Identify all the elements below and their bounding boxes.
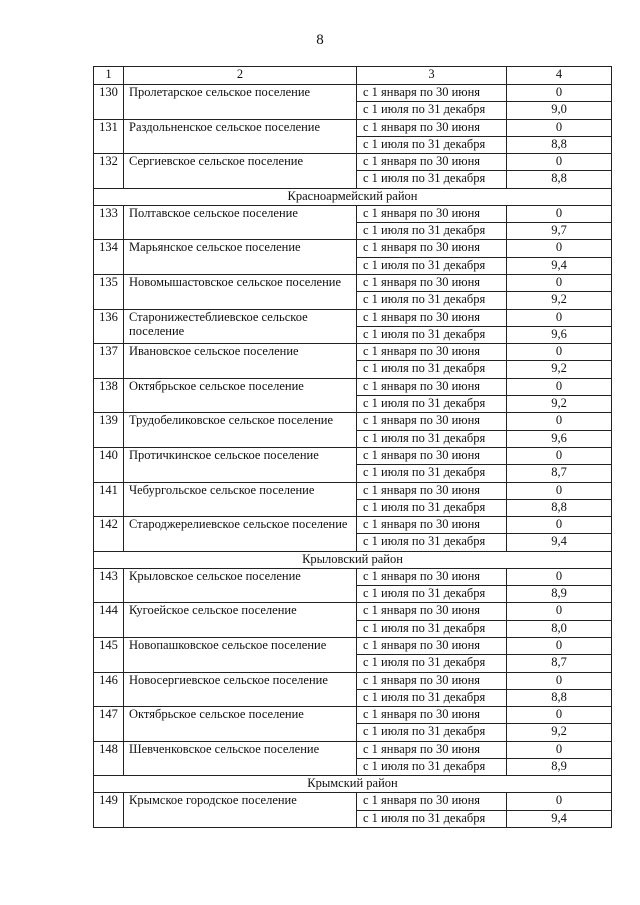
value-second-half: 8,8 <box>507 136 612 153</box>
row-number: 137 <box>94 344 124 379</box>
settlement-name: Крымское городское поселение <box>124 793 357 828</box>
table-row <box>94 344 612 361</box>
settlement-name: Раздольненское сельское поселение <box>124 119 357 154</box>
value-first-half: 0 <box>507 482 612 499</box>
row-number: 140 <box>94 447 124 482</box>
period-first-half: с 1 января по 30 июня <box>357 119 507 136</box>
value-first-half: 0 <box>507 85 612 102</box>
period-first-half: с 1 января по 30 июня <box>357 741 507 758</box>
period-second-half: с 1 июля по 31 декабря <box>357 326 507 343</box>
value-first-half: 0 <box>507 517 612 534</box>
value-first-half: 0 <box>507 344 612 361</box>
value-first-half: 0 <box>507 637 612 654</box>
value-second-half: 8,9 <box>507 758 612 775</box>
column-header: 1 <box>94 67 124 85</box>
table-row <box>94 309 612 326</box>
value-first-half: 0 <box>507 309 612 326</box>
period-first-half: с 1 января по 30 июня <box>357 637 507 654</box>
period-first-half: с 1 января по 30 июня <box>357 413 507 430</box>
period-second-half: с 1 июля по 31 декабря <box>357 724 507 741</box>
value-second-half: 9,2 <box>507 361 612 378</box>
row-number: 142 <box>94 517 124 552</box>
table-row <box>94 793 612 810</box>
period-first-half: с 1 января по 30 июня <box>357 274 507 291</box>
column-header: 4 <box>507 67 612 85</box>
table-row <box>94 85 612 102</box>
table-row <box>94 447 612 464</box>
period-first-half: с 1 января по 30 июня <box>357 603 507 620</box>
period-second-half: с 1 июля по 31 декабря <box>357 655 507 672</box>
value-second-half: 8,0 <box>507 620 612 637</box>
period-second-half: с 1 июля по 31 декабря <box>357 465 507 482</box>
settlement-name: Новомышастовское сельское поселение <box>124 274 357 309</box>
table-row <box>94 119 612 136</box>
row-number: 148 <box>94 741 124 776</box>
row-number: 145 <box>94 637 124 672</box>
value-second-half: 8,7 <box>507 465 612 482</box>
settlement-name: Староджерелиевское сельское поселение <box>124 517 357 552</box>
period-first-half: с 1 января по 30 июня <box>357 85 507 102</box>
value-second-half: 8,7 <box>507 655 612 672</box>
table-row <box>94 240 612 257</box>
value-first-half: 0 <box>507 274 612 291</box>
row-number: 138 <box>94 378 124 413</box>
period-first-half: с 1 января по 30 июня <box>357 378 507 395</box>
period-second-half: с 1 июля по 31 декабря <box>357 136 507 153</box>
row-number: 144 <box>94 603 124 638</box>
period-first-half: с 1 января по 30 июня <box>357 154 507 171</box>
period-first-half: с 1 января по 30 июня <box>357 309 507 326</box>
district-title: Крыловский район <box>94 551 612 568</box>
row-number: 131 <box>94 119 124 154</box>
row-number: 134 <box>94 240 124 275</box>
value-second-half: 9,6 <box>507 430 612 447</box>
period-second-half: с 1 июля по 31 декабря <box>357 292 507 309</box>
settlement-name: Кугоейское сельское поселение <box>124 603 357 638</box>
period-first-half: с 1 января по 30 июня <box>357 672 507 689</box>
table-header-row <box>94 67 612 85</box>
column-header: 3 <box>357 67 507 85</box>
period-second-half: с 1 июля по 31 декабря <box>357 223 507 240</box>
settlement-name: Трудобеликовское сельское поселение <box>124 413 357 448</box>
row-number: 141 <box>94 482 124 517</box>
period-first-half: с 1 января по 30 июня <box>357 517 507 534</box>
row-number: 132 <box>94 154 124 189</box>
table-row <box>94 568 612 585</box>
table-row <box>94 274 612 291</box>
period-second-half: с 1 июля по 31 декабря <box>357 534 507 551</box>
value-first-half: 0 <box>507 413 612 430</box>
period-first-half: с 1 января по 30 июня <box>357 344 507 361</box>
settlement-name: Новосергиевское сельское поселение <box>124 672 357 707</box>
value-second-half: 8,8 <box>507 499 612 516</box>
district-row <box>94 188 612 205</box>
settlement-name: Октябрьское сельское поселение <box>124 707 357 742</box>
value-second-half: 9,4 <box>507 534 612 551</box>
row-number: 147 <box>94 707 124 742</box>
settlement-name: Пролетарское сельское поселение <box>124 85 357 120</box>
value-first-half: 0 <box>507 119 612 136</box>
table-row <box>94 154 612 171</box>
settlement-name: Сергиевское сельское поселение <box>124 154 357 189</box>
period-second-half: с 1 июля по 31 декабря <box>357 430 507 447</box>
value-first-half: 0 <box>507 378 612 395</box>
value-first-half: 0 <box>507 240 612 257</box>
value-first-half: 0 <box>507 154 612 171</box>
row-number: 143 <box>94 568 124 603</box>
value-first-half: 0 <box>507 741 612 758</box>
settlement-name: Марьянское сельское поселение <box>124 240 357 275</box>
table-row <box>94 672 612 689</box>
table-row <box>94 517 612 534</box>
table-row <box>94 482 612 499</box>
value-first-half: 0 <box>507 793 612 810</box>
table-row <box>94 413 612 430</box>
table-row <box>94 637 612 654</box>
value-second-half: 8,9 <box>507 586 612 603</box>
district-row <box>94 551 612 568</box>
period-second-half: с 1 июля по 31 декабря <box>357 499 507 516</box>
period-first-half: с 1 января по 30 июня <box>357 240 507 257</box>
value-second-half: 9,6 <box>507 326 612 343</box>
table-row <box>94 603 612 620</box>
settlement-name: Шевченковское сельское поселение <box>124 741 357 776</box>
row-number: 135 <box>94 274 124 309</box>
row-number: 130 <box>94 85 124 120</box>
page-number: 8 <box>316 32 324 48</box>
period-second-half: с 1 июля по 31 декабря <box>357 171 507 188</box>
row-number: 149 <box>94 793 124 828</box>
value-second-half: 9,4 <box>507 257 612 274</box>
settlement-name: Новопашковское сельское поселение <box>124 637 357 672</box>
period-second-half: с 1 июля по 31 декабря <box>357 396 507 413</box>
period-first-half: с 1 января по 30 июня <box>357 707 507 724</box>
settlement-name: Ивановское сельское поселение <box>124 344 357 379</box>
row-number: 133 <box>94 205 124 240</box>
settlement-name: Полтавское сельское поселение <box>124 205 357 240</box>
district-title: Крымский район <box>94 776 612 793</box>
settlement-name: Протичкинское сельское поселение <box>124 447 357 482</box>
row-number: 139 <box>94 413 124 448</box>
period-second-half: с 1 июля по 31 декабря <box>357 586 507 603</box>
period-second-half: с 1 июля по 31 декабря <box>357 810 507 827</box>
settlement-name: Крыловское сельское поселение <box>124 568 357 603</box>
settlement-name: Старонижестеблиевское сельское поселение <box>124 309 357 344</box>
value-second-half: 9,0 <box>507 102 612 119</box>
period-first-half: с 1 января по 30 июня <box>357 793 507 810</box>
value-first-half: 0 <box>507 447 612 464</box>
period-second-half: с 1 июля по 31 декабря <box>357 257 507 274</box>
row-number: 146 <box>94 672 124 707</box>
district-title: Красноармейский район <box>94 188 612 205</box>
period-second-half: с 1 июля по 31 декабря <box>357 758 507 775</box>
period-second-half: с 1 июля по 31 декабря <box>357 620 507 637</box>
period-second-half: с 1 июля по 31 декабря <box>357 102 507 119</box>
value-second-half: 9,2 <box>507 724 612 741</box>
value-second-half: 9,2 <box>507 292 612 309</box>
table-row <box>94 205 612 222</box>
period-second-half: с 1 июля по 31 декабря <box>357 361 507 378</box>
value-second-half: 8,8 <box>507 689 612 706</box>
value-second-half: 8,8 <box>507 171 612 188</box>
period-first-half: с 1 января по 30 июня <box>357 568 507 585</box>
value-second-half: 9,7 <box>507 223 612 240</box>
value-first-half: 0 <box>507 603 612 620</box>
row-number: 136 <box>94 309 124 344</box>
settlement-name: Чебургольское сельское поселение <box>124 482 357 517</box>
table-row <box>94 378 612 395</box>
period-first-half: с 1 января по 30 июня <box>357 482 507 499</box>
column-header: 2 <box>124 67 357 85</box>
value-first-half: 0 <box>507 672 612 689</box>
value-first-half: 0 <box>507 707 612 724</box>
table-row <box>94 707 612 724</box>
period-first-half: с 1 января по 30 июня <box>357 447 507 464</box>
period-first-half: с 1 января по 30 июня <box>357 205 507 222</box>
value-second-half: 9,2 <box>507 396 612 413</box>
value-second-half: 9,4 <box>507 810 612 827</box>
table-row <box>94 741 612 758</box>
value-first-half: 0 <box>507 205 612 222</box>
district-row <box>94 776 612 793</box>
period-second-half: с 1 июля по 31 декабря <box>357 689 507 706</box>
value-first-half: 0 <box>507 568 612 585</box>
settlement-name: Октябрьское сельское поселение <box>124 378 357 413</box>
tariff-table <box>93 66 612 828</box>
